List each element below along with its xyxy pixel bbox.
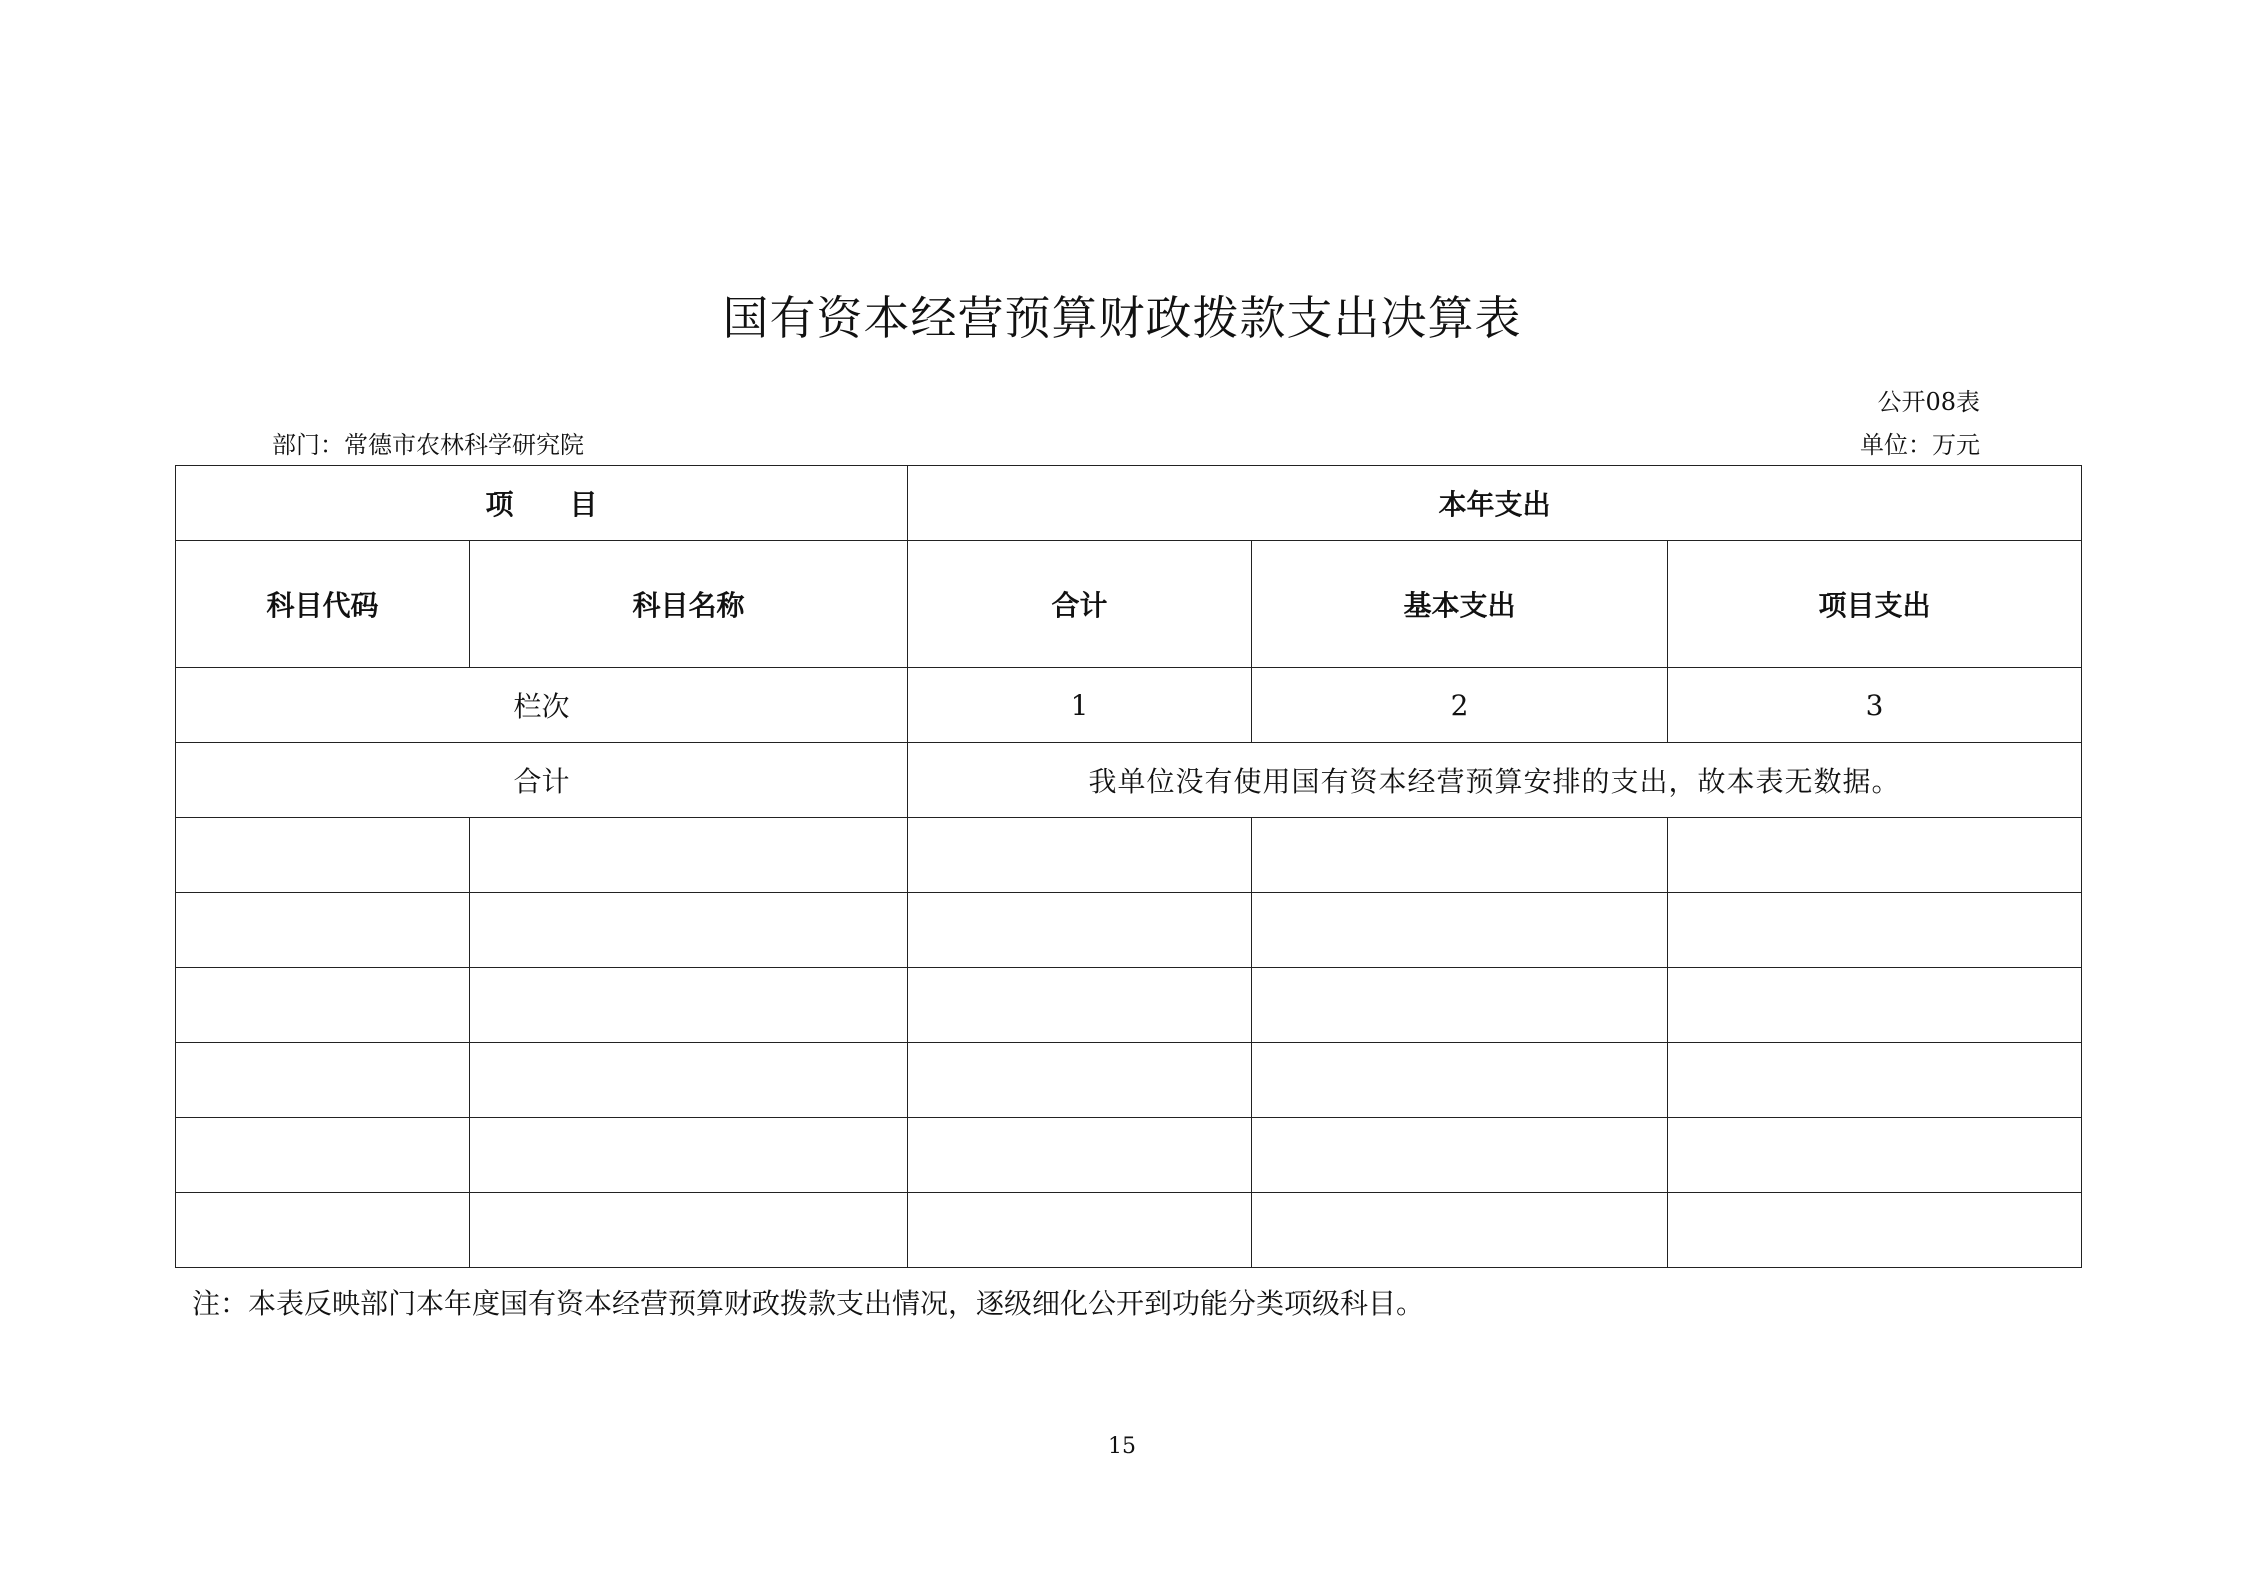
table-cell [470, 1193, 908, 1268]
table-row [176, 893, 2082, 968]
table-cell [1668, 1043, 2082, 1118]
table-cell [470, 893, 908, 968]
column-header-basic-expenditure: 基本支出 [1252, 541, 1668, 668]
department-line [272, 428, 584, 462]
table-cell [908, 1043, 1252, 1118]
table-cell [1252, 893, 1668, 968]
table-row [176, 968, 2082, 1043]
unit-line [1860, 428, 1980, 462]
table-cell [1668, 1118, 2082, 1193]
index-row-label: 栏次 [176, 668, 908, 743]
table-cell [1668, 1193, 2082, 1268]
table-row [176, 818, 2082, 893]
table-cell [1668, 893, 2082, 968]
table-cell [470, 968, 908, 1043]
table-cell [908, 818, 1252, 893]
total-row-label: 合计 [176, 743, 908, 818]
form-number: 公开08表 [1877, 388, 1980, 416]
table-cell [176, 893, 470, 968]
index-row-col-3: 3 [1668, 668, 2082, 743]
total-row-message: 我单位没有使用国有资本经营预算安排的支出，故本表无数据。 [908, 743, 2082, 818]
table-cell [1252, 1118, 1668, 1193]
table-cell [1252, 968, 1668, 1043]
table-column-header-row [176, 541, 2082, 668]
table-cell [470, 1043, 908, 1118]
table-cell [176, 818, 470, 893]
page-number: 15 [1108, 1434, 1136, 1459]
column-header-total: 合计 [908, 541, 1252, 668]
table-cell [176, 1193, 470, 1268]
index-row-col-2: 2 [1252, 668, 1668, 743]
index-row [176, 668, 2082, 743]
table-cell [176, 968, 470, 1043]
table-cell [470, 818, 908, 893]
column-header-project-expenditure: 项目支出 [1668, 541, 2082, 668]
table-cell [176, 1043, 470, 1118]
document-title: 国有资本经营预算财政拨款支出决算表 [722, 291, 1522, 345]
table-cell [1252, 1043, 1668, 1118]
table-header-group-row [176, 466, 2082, 541]
department-value: 常德市农林科学研究院 [344, 431, 584, 459]
table-cell [1668, 818, 2082, 893]
index-row-col-1: 1 [908, 668, 1252, 743]
table-cell [908, 893, 1252, 968]
unit-value: 万元 [1932, 431, 1980, 459]
table-cell [1668, 968, 2082, 1043]
table-cell [908, 1118, 1252, 1193]
table-row [176, 1118, 2082, 1193]
table-cell [470, 1118, 908, 1193]
total-row [176, 743, 2082, 818]
table-cell [1252, 1193, 1668, 1268]
table-cell [176, 1118, 470, 1193]
department-label: 部门： [272, 431, 344, 459]
table-row [176, 1193, 2082, 1268]
unit-label: 单位： [1860, 431, 1932, 459]
table-footnote: 注：本表反映部门本年度国有资本经营预算财政拨款支出情况，逐级细化公开到功能分类项级科目。 [192, 1287, 1425, 1320]
expenditure-table [175, 465, 2082, 1268]
table-row [176, 1043, 2082, 1118]
table-cell [908, 968, 1252, 1043]
header-current-year-expenditure: 本年支出 [908, 466, 2082, 541]
header-item-group: 项 目 [176, 466, 908, 541]
table-cell [1252, 818, 1668, 893]
table-cell [908, 1193, 1252, 1268]
column-header-subject-code: 科目代码 [176, 541, 470, 668]
column-header-subject-name: 科目名称 [470, 541, 908, 668]
